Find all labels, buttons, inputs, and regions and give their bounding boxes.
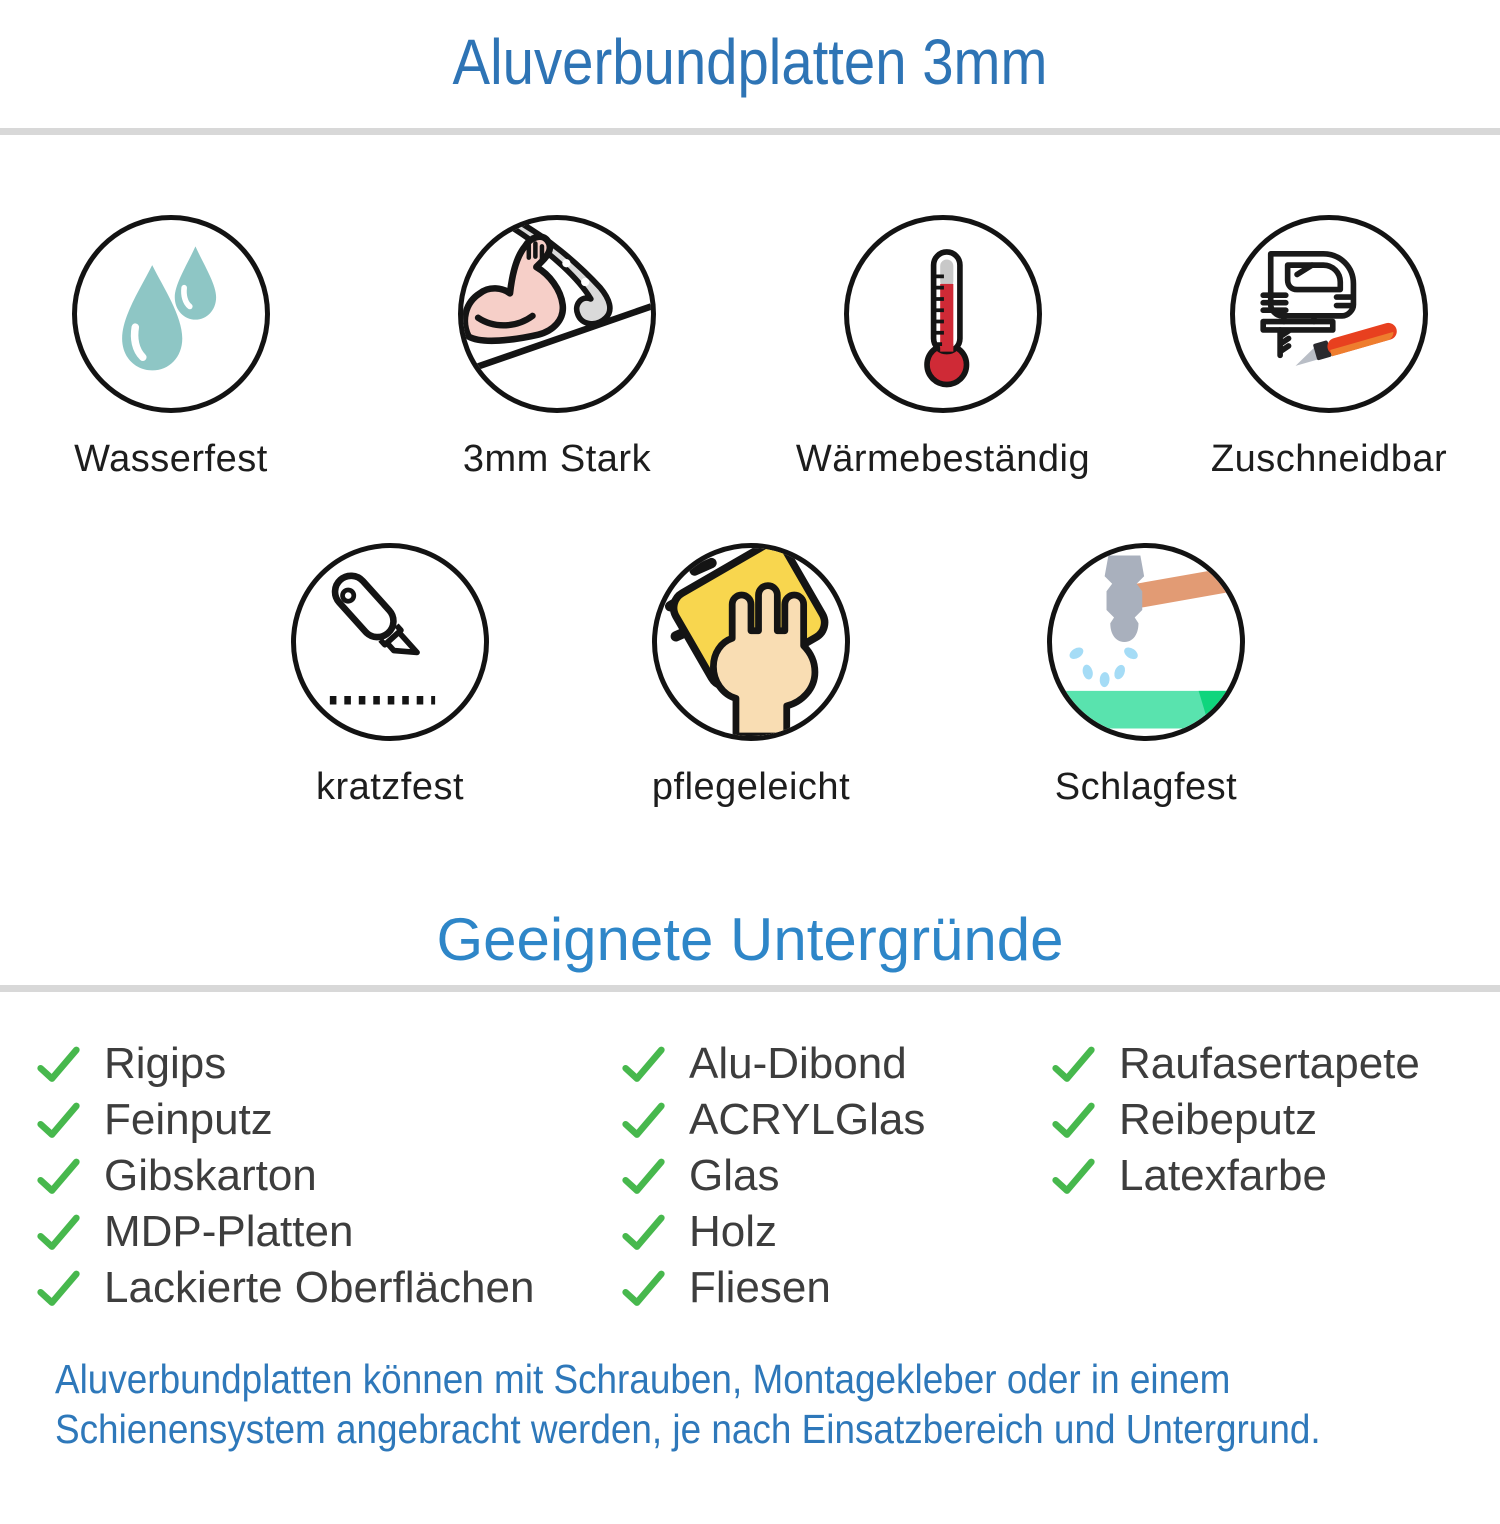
thermometer-icon [844, 215, 1042, 413]
divider-top [0, 128, 1500, 135]
feature-kratzfest [291, 543, 489, 809]
check-icon [620, 1265, 667, 1312]
check-icon [620, 1209, 667, 1256]
list-item-label: Rigips [104, 1039, 227, 1088]
list-item [620, 1260, 1050, 1316]
feature-label: pflegeleicht [651, 766, 851, 808]
check-icon [620, 1041, 667, 1088]
list-item-label: ACRYLGlas [689, 1095, 926, 1144]
feature-label: Schlagfest [1054, 766, 1238, 808]
list-item-label: Glas [689, 1151, 780, 1200]
jigsaw-icon [1230, 215, 1428, 413]
feature-label: Zuschneidbar [1210, 438, 1448, 480]
feature-label: Wasserfest [74, 438, 268, 480]
feature-row-1 [0, 215, 1500, 481]
feature-pflegeleicht [652, 543, 850, 809]
list-item-label: Holz [689, 1207, 778, 1256]
utility-knife-icon [291, 543, 489, 741]
list-item [620, 1204, 1050, 1260]
substrates-column-3 [1050, 1036, 1500, 1316]
divider-middle [0, 985, 1500, 992]
check-icon [35, 1097, 82, 1144]
check-icon [620, 1153, 667, 1200]
list-item [35, 1148, 620, 1204]
water-drops-icon [72, 215, 270, 413]
check-icon [1050, 1153, 1097, 1200]
feature-label: 3mm Stark [462, 438, 652, 480]
check-icon [35, 1209, 82, 1256]
list-item-label: Raufasertapete [1119, 1039, 1420, 1088]
list-item [1050, 1092, 1500, 1148]
list-item [620, 1036, 1050, 1092]
feature-row-2 [0, 543, 1500, 809]
feature-label: Wärmebeständig [795, 438, 1091, 480]
list-item-label: Lackierte Oberflächen [104, 1263, 535, 1312]
list-item-label: MDP-Platten [104, 1207, 354, 1256]
feature-3mm-stark [458, 215, 656, 481]
list-item-label: Feinputz [104, 1095, 273, 1144]
substrates-column-1 [35, 1036, 620, 1316]
feature-label: kratzfest [315, 766, 465, 808]
list-item [1050, 1148, 1500, 1204]
list-item [620, 1148, 1050, 1204]
page-title [0, 24, 1500, 100]
substrates-column-2 [620, 1036, 1050, 1316]
list-item [35, 1092, 620, 1148]
list-item-label: Alu-Dibond [689, 1039, 907, 1088]
list-item-label: Reibeputz [1119, 1095, 1318, 1144]
substrates-title: Geeignete Untergründe [436, 906, 1064, 973]
check-icon [620, 1097, 667, 1144]
mounting-note-line-1: Aluverbundplatten können mit Schrauben, Montagekleber oder in einem [55, 1356, 1231, 1402]
mounting-note-line-2: Schienensystem angebracht werden, je nach Einsatzbereich und Untergrund. [55, 1406, 1321, 1452]
muscle-arm-icon [458, 215, 656, 413]
check-icon [35, 1041, 82, 1088]
check-icon [35, 1265, 82, 1312]
list-item-label: Latexfarbe [1119, 1151, 1327, 1200]
mounting-note [0, 1354, 1500, 1454]
list-item-label: Fliesen [689, 1263, 831, 1312]
check-icon [1050, 1041, 1097, 1088]
check-icon [1050, 1097, 1097, 1144]
feature-schlagfest [1047, 543, 1245, 809]
check-icon [35, 1153, 82, 1200]
list-item [620, 1092, 1050, 1148]
list-item [35, 1036, 620, 1092]
cleaning-hand-icon [652, 543, 850, 741]
hammer-icon [1047, 543, 1245, 741]
list-item [35, 1204, 620, 1260]
feature-wasserfest [72, 215, 270, 481]
page-title-text: Aluverbundplatten 3mm [452, 26, 1048, 98]
list-item-label: Gibskarton [104, 1151, 317, 1200]
list-item [1050, 1036, 1500, 1092]
feature-zuschneidbar [1210, 215, 1448, 481]
substrates-list [0, 1036, 1500, 1316]
list-item [35, 1260, 620, 1316]
feature-waermebestaendig [795, 215, 1091, 481]
